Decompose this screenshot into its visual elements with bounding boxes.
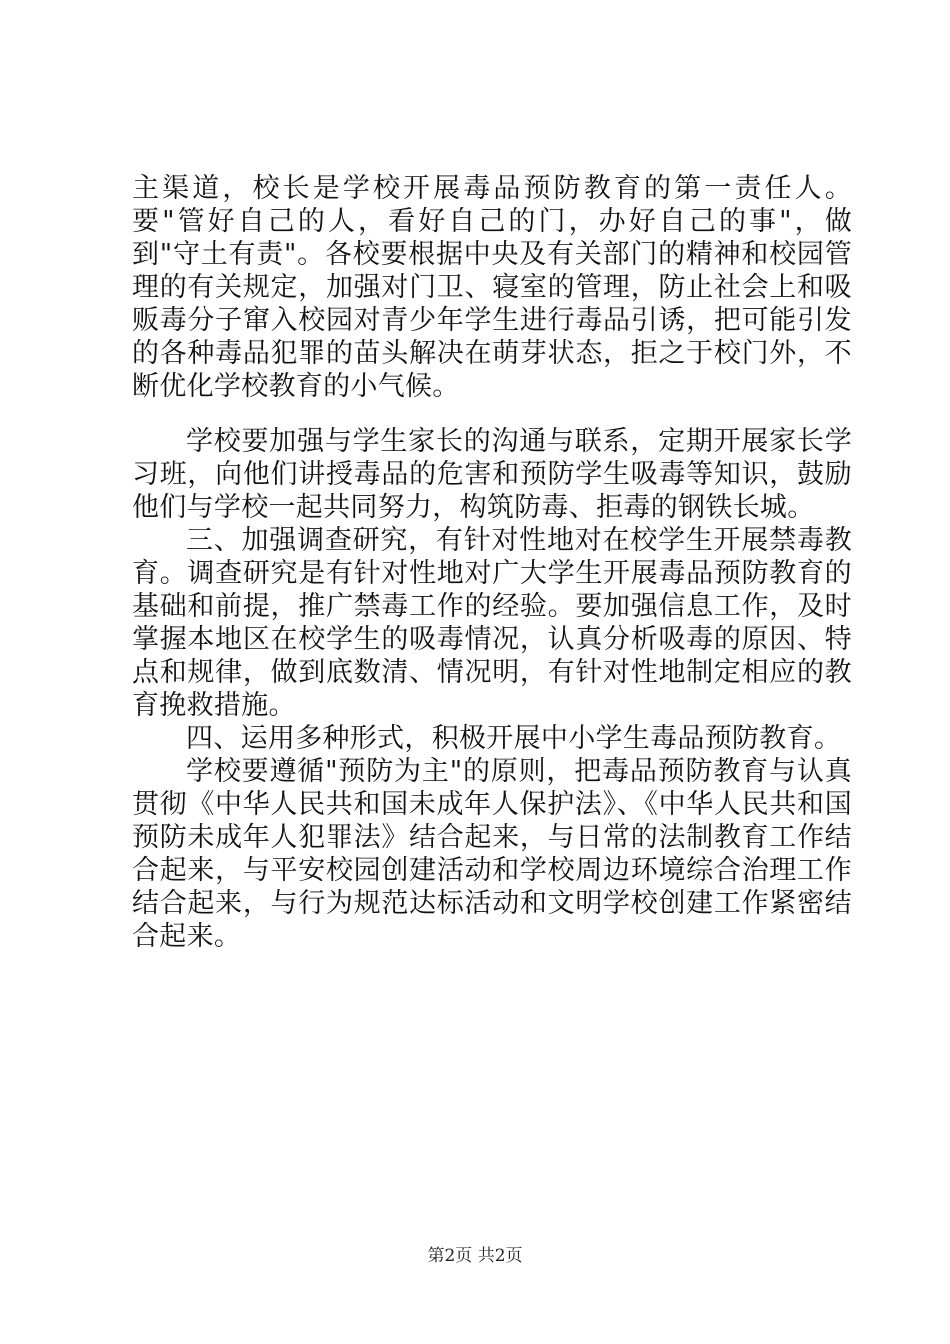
paragraph-section-three: 三、加强调查研究，有针对性地对在校学生开展禁毒教育。调查研究是有针对性地对广大学生开展毒品预防教育的基础和前提，推广禁毒工作的经验。要加强信息工作，及时掌握本地区在校学生的吸毒情况，认真分析吸毒的原因、特点和规律，做到底数清、情况明，有针对性地制定相应的教育挽救措施。 (132, 525, 852, 721)
page-number-footer: 第2页 共2页 (427, 1246, 523, 1266)
paragraph-section-four-heading: 四、运用多种形式，积极开展中小学生毒品预防教育。 (186, 723, 842, 754)
paragraph-continuation: 主渠道，校长是学校开展毒品预防教育的第一责任人。要"管好自己的人，看好自己的门，办好自己的事"，做到"守土有责"。各校要根据中央及有关部门的精神和校园管理的有关规定，加强对门卫、寝室的管理，防止社会上和吸贩毒分子窜入校园对青少年学生进行毒品引诱，把可能引发的各种毒品犯罪的苗头解决在萌芽状态，拒之于校门外，不断优化学校教育的小气候。 (132, 173, 852, 402)
paragraph-prevention-principle: 学校要遵循"预防为主"的原则，把毒品预防教育与认真贯彻《中华人民共和国未成年人保护法》、《中华人民共和国预防未成年人犯罪法》结合起来，与日常的法制教育工作结合起来，与平安校园创建活动和学校周边环境综合治理工作结合起来，与行为规范达标活动和文明学校创建工作紧密结合起来。 (132, 756, 852, 952)
paragraph-parent-communication: 学校要加强与学生家长的沟通与联系，定期开展家长学习班，向他们讲授毒品的危害和预防学生吸毒等知识，鼓励他们与学校一起共同努力，构筑防毒、拒毒的钢铁长城。 (132, 426, 852, 523)
paragraph-gap (132, 403, 852, 425)
document-body (132, 172, 852, 953)
